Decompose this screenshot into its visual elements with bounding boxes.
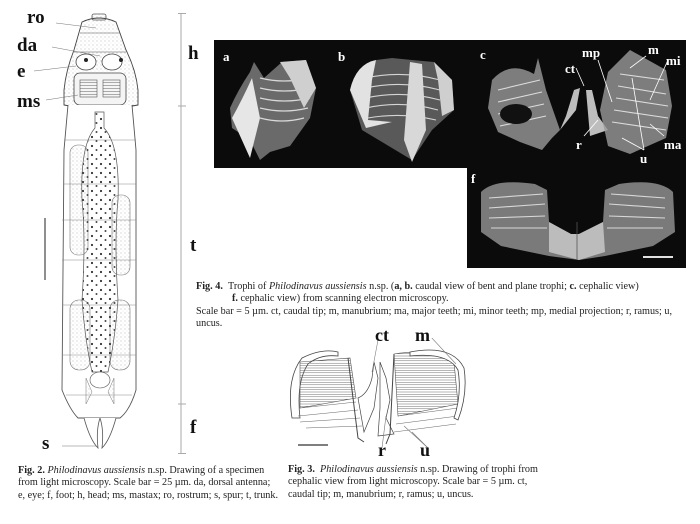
sem-image-f (475, 172, 680, 264)
fig2-caption (18, 465, 280, 502)
fig3-label-manubrium: m (415, 325, 430, 345)
panel-label-f: f (471, 171, 476, 186)
sem-label-minor-teeth: mi (666, 53, 681, 68)
fig3-label-caudal-tip: ct (375, 325, 389, 345)
fig3-caption-number: Fig. 3. (288, 464, 315, 475)
fig4-caption-f: f. (232, 293, 238, 305)
rotifer-specimen-drawing (0, 0, 200, 460)
fig4-caption-number: Fig. 4. (196, 281, 223, 292)
panel-label-b: b (338, 49, 346, 64)
fig4-caption-line2: cephalic view) from scanning electron microscopy. (237, 293, 449, 305)
fig3-label-ramus: r (378, 440, 386, 460)
region-label-foot: f (190, 417, 197, 438)
fig4-caption-mid3: cephalic view) (576, 281, 639, 292)
fig3-caption-line1: n.sp. Drawing of trophi from (417, 464, 538, 475)
label-rostrum: ro (27, 7, 45, 28)
fig3-caption-line2: cephalic view from light microscopy. Scale bar = 5 µm. ct, (288, 476, 528, 488)
panel-label-c: c (480, 47, 486, 62)
fig4-caption (196, 281, 696, 331)
fig2-caption-line1: n.sp. Drawing of a specimen (145, 465, 265, 476)
sem-label-ramus: r (576, 137, 582, 152)
fig4-caption-mid2: caudal view of bent and plane trophi; (412, 281, 570, 292)
fig2-caption-line2: from light microscopy. Scale bar = 25 µm. da, dorsal antenna; (18, 477, 271, 489)
fig3-label-uncus: u (420, 440, 431, 460)
sem-label-caudal-tip: ct (565, 61, 576, 76)
sem-label-manubrium: m (648, 42, 659, 57)
sem-label-major-teeth: ma (664, 137, 682, 152)
fig4-caption-line3: Scale bar = 5 µm. ct, caudal tip; m, manubrium; ma, major teeth; mi, minor teeth; mp, medial projection; r, ramus; u, uncus. (196, 305, 673, 330)
fig2-caption-line3: e, eye; f, foot; h, head; ms, mastax; ro, rostrum; s, spur; t, trunk. (18, 489, 279, 501)
label-mastax: ms (17, 91, 41, 112)
region-label-head: h (188, 43, 199, 64)
fig4-caption-pre: Trophi of (227, 281, 269, 292)
fig4-caption-mid1: n.sp. ( (366, 281, 395, 292)
label-dorsal-antenna: da (17, 35, 38, 56)
fig4-caption-ab: a, b. (394, 281, 413, 292)
fig3-caption (288, 464, 558, 501)
fig3-caption-line3: caudal tip; m, manubrium; r, ramus; u, uncus. (288, 488, 474, 500)
fig3-trophi-drawing (282, 338, 468, 448)
fig2-caption-species: Philodinavus aussiensis (47, 465, 146, 476)
label-eye: e (17, 61, 26, 82)
fig4-caption-species: Philodinavus aussiensis (268, 281, 367, 292)
region-label-trunk: t (190, 235, 197, 256)
panel-label-a: a (223, 49, 230, 64)
fig3-caption-species: Philodinavus aussiensis (319, 464, 418, 475)
region-axis (178, 13, 190, 454)
sem-label-uncus: u (640, 151, 648, 166)
sem-image-b (342, 50, 462, 164)
fig4-caption-c: c. (569, 281, 577, 292)
label-spur: s (42, 433, 50, 454)
fig2-drawing (0, 0, 200, 460)
sem-label-medial-projection: mp (582, 45, 601, 60)
fig2-caption-number: Fig. 2. (18, 465, 45, 476)
sem-image-a (220, 48, 330, 164)
